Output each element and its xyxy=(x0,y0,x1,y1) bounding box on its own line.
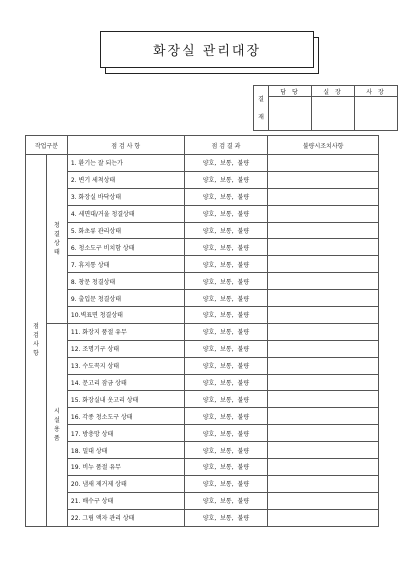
approval-label xyxy=(254,86,269,131)
inspection-result[interactable]: 양호, 보통, 불량 xyxy=(184,155,268,172)
table-row xyxy=(26,155,379,172)
inspection-item: 12. 조명기구 상태 xyxy=(67,340,184,357)
inspection-result[interactable]: 양호, 보통, 불량 xyxy=(184,509,268,526)
corrective-action-cell[interactable] xyxy=(268,222,379,239)
table-row xyxy=(26,509,379,526)
page-title: 화장실 관리대장 xyxy=(100,31,314,68)
table-row xyxy=(26,442,379,459)
group-label-facilities: 시 설 용 품 xyxy=(54,407,60,442)
table-row xyxy=(26,307,379,324)
approval-box xyxy=(253,85,398,131)
table-row xyxy=(26,374,379,391)
table-row xyxy=(26,171,379,188)
table-row xyxy=(26,323,379,340)
corrective-action-cell[interactable] xyxy=(268,205,379,222)
header-inspection-result: 점 검 결 과 xyxy=(184,136,268,155)
approval-label-bottom: 재 xyxy=(258,113,264,121)
table-row xyxy=(26,459,379,476)
inspection-item: 13. 수도꼭지 상태 xyxy=(67,357,184,374)
inspection-result[interactable]: 양호, 보통, 불량 xyxy=(184,459,268,476)
inspection-result[interactable]: 양호, 보통, 불량 xyxy=(184,290,268,307)
inspection-result[interactable]: 양호, 보통, 불량 xyxy=(184,408,268,425)
corrective-action-cell[interactable] xyxy=(268,171,379,188)
corrective-action-cell[interactable] xyxy=(268,239,379,256)
table-row xyxy=(26,357,379,374)
corrective-action-cell[interactable] xyxy=(268,340,379,357)
category-cell xyxy=(26,155,47,527)
header-inspection-item: 점 검 사 항 xyxy=(67,136,184,155)
corrective-action-cell[interactable] xyxy=(268,475,379,492)
inspection-item: 5. 화초류 관리상태 xyxy=(67,222,184,239)
table-row xyxy=(26,391,379,408)
signature-cell-manager[interactable] xyxy=(269,97,312,131)
table-row xyxy=(26,205,379,222)
inspection-result[interactable]: 양호, 보통, 불량 xyxy=(184,323,268,340)
inspection-item: 14. 문고리 잠금 상태 xyxy=(67,374,184,391)
corrective-action-cell[interactable] xyxy=(268,256,379,273)
table-row xyxy=(26,408,379,425)
inspection-item: 19. 비누 품절 유무 xyxy=(67,459,184,476)
table-row xyxy=(26,239,379,256)
header-corrective-action: 불량시조치사항 xyxy=(268,136,379,155)
inspection-item: 18. 밀대 상태 xyxy=(67,442,184,459)
corrective-action-cell[interactable] xyxy=(268,357,379,374)
inspection-item: 8. 창문 청결상태 xyxy=(67,273,184,290)
inspection-result[interactable]: 양호, 보통, 불량 xyxy=(184,374,268,391)
group-cell-cleanliness xyxy=(46,155,67,324)
inspection-item: 20. 냄새 제거제 상태 xyxy=(67,475,184,492)
inspection-result[interactable]: 양호, 보통, 불량 xyxy=(184,307,268,324)
table-row xyxy=(26,475,379,492)
corrective-action-cell[interactable] xyxy=(268,391,379,408)
inspection-result[interactable]: 양호, 보통, 불량 xyxy=(184,239,268,256)
inspection-result[interactable]: 양호, 보통, 불량 xyxy=(184,171,268,188)
inspection-item: 9. 출입문 청결상태 xyxy=(67,290,184,307)
inspection-result[interactable]: 양호, 보통, 불량 xyxy=(184,357,268,374)
inspection-item: 6. 청소도구 비치함 상태 xyxy=(67,239,184,256)
corrective-action-cell[interactable] xyxy=(268,408,379,425)
corrective-action-cell[interactable] xyxy=(268,290,379,307)
table-row xyxy=(26,340,379,357)
inspection-item: 4. 세면대/거울 청결상태 xyxy=(67,205,184,222)
category-label: 점 검 사 항 xyxy=(33,323,39,358)
table-row xyxy=(26,273,379,290)
signature-cell-president[interactable] xyxy=(355,97,398,131)
inspection-item: 15. 화장실내 옷고리 상태 xyxy=(67,391,184,408)
inspection-result[interactable]: 양호, 보통, 불량 xyxy=(184,475,268,492)
inspection-result[interactable]: 양호, 보통, 불량 xyxy=(184,256,268,273)
inspection-item: 10.벽표면 청결상태 xyxy=(67,307,184,324)
inspection-result[interactable]: 양호, 보통, 불량 xyxy=(184,188,268,205)
inspection-item: 1. 환기는 잘 되는가 xyxy=(67,155,184,172)
approval-col-director: 실 장 xyxy=(312,86,355,97)
inspection-table xyxy=(25,135,379,527)
inspection-result[interactable]: 양호, 보통, 불량 xyxy=(184,340,268,357)
corrective-action-cell[interactable] xyxy=(268,442,379,459)
corrective-action-cell[interactable] xyxy=(268,188,379,205)
corrective-action-cell[interactable] xyxy=(268,155,379,172)
header-row xyxy=(26,136,379,155)
corrective-action-cell[interactable] xyxy=(268,425,379,442)
corrective-action-cell[interactable] xyxy=(268,509,379,526)
inspection-item: 2. 변기 세척상태 xyxy=(67,171,184,188)
corrective-action-cell[interactable] xyxy=(268,459,379,476)
group-label-cleanliness: 청 결 상 태 xyxy=(54,221,60,256)
inspection-result[interactable]: 양호, 보통, 불량 xyxy=(184,222,268,239)
approval-col-manager: 담 당 xyxy=(269,86,312,97)
inspection-result[interactable]: 양호, 보통, 불량 xyxy=(184,205,268,222)
corrective-action-cell[interactable] xyxy=(268,307,379,324)
inspection-result[interactable]: 양호, 보통, 불량 xyxy=(184,492,268,509)
signature-cell-director[interactable] xyxy=(312,97,355,131)
inspection-item: 17. 방충망 상태 xyxy=(67,425,184,442)
table-row xyxy=(26,222,379,239)
table-row xyxy=(26,256,379,273)
inspection-item: 3. 화장실 바닥상태 xyxy=(67,188,184,205)
corrective-action-cell[interactable] xyxy=(268,374,379,391)
corrective-action-cell[interactable] xyxy=(268,492,379,509)
approval-label-top: 결 xyxy=(258,95,264,103)
inspection-item: 22. 그림 액자 관리 상태 xyxy=(67,509,184,526)
inspection-item: 7. 휴지통 상태 xyxy=(67,256,184,273)
table-row xyxy=(26,492,379,509)
header-work-type: 작업구분 xyxy=(26,136,68,155)
corrective-action-cell[interactable] xyxy=(268,273,379,290)
inspection-item: 21. 배수구 상태 xyxy=(67,492,184,509)
table-row xyxy=(26,188,379,205)
table-row xyxy=(26,290,379,307)
group-cell-facilities xyxy=(46,323,67,526)
inspection-item: 11. 화장지 품절 유무 xyxy=(67,323,184,340)
corrective-action-cell[interactable] xyxy=(268,323,379,340)
inspection-item: 16. 각종 청소도구 상태 xyxy=(67,408,184,425)
inspection-result[interactable]: 양호, 보통, 불량 xyxy=(184,391,268,408)
approval-col-president: 사 장 xyxy=(355,86,398,97)
inspection-result[interactable]: 양호, 보통, 불량 xyxy=(184,273,268,290)
inspection-result[interactable]: 양호, 보통, 불량 xyxy=(184,425,268,442)
table-row xyxy=(26,425,379,442)
inspection-result[interactable]: 양호, 보통, 불량 xyxy=(184,442,268,459)
